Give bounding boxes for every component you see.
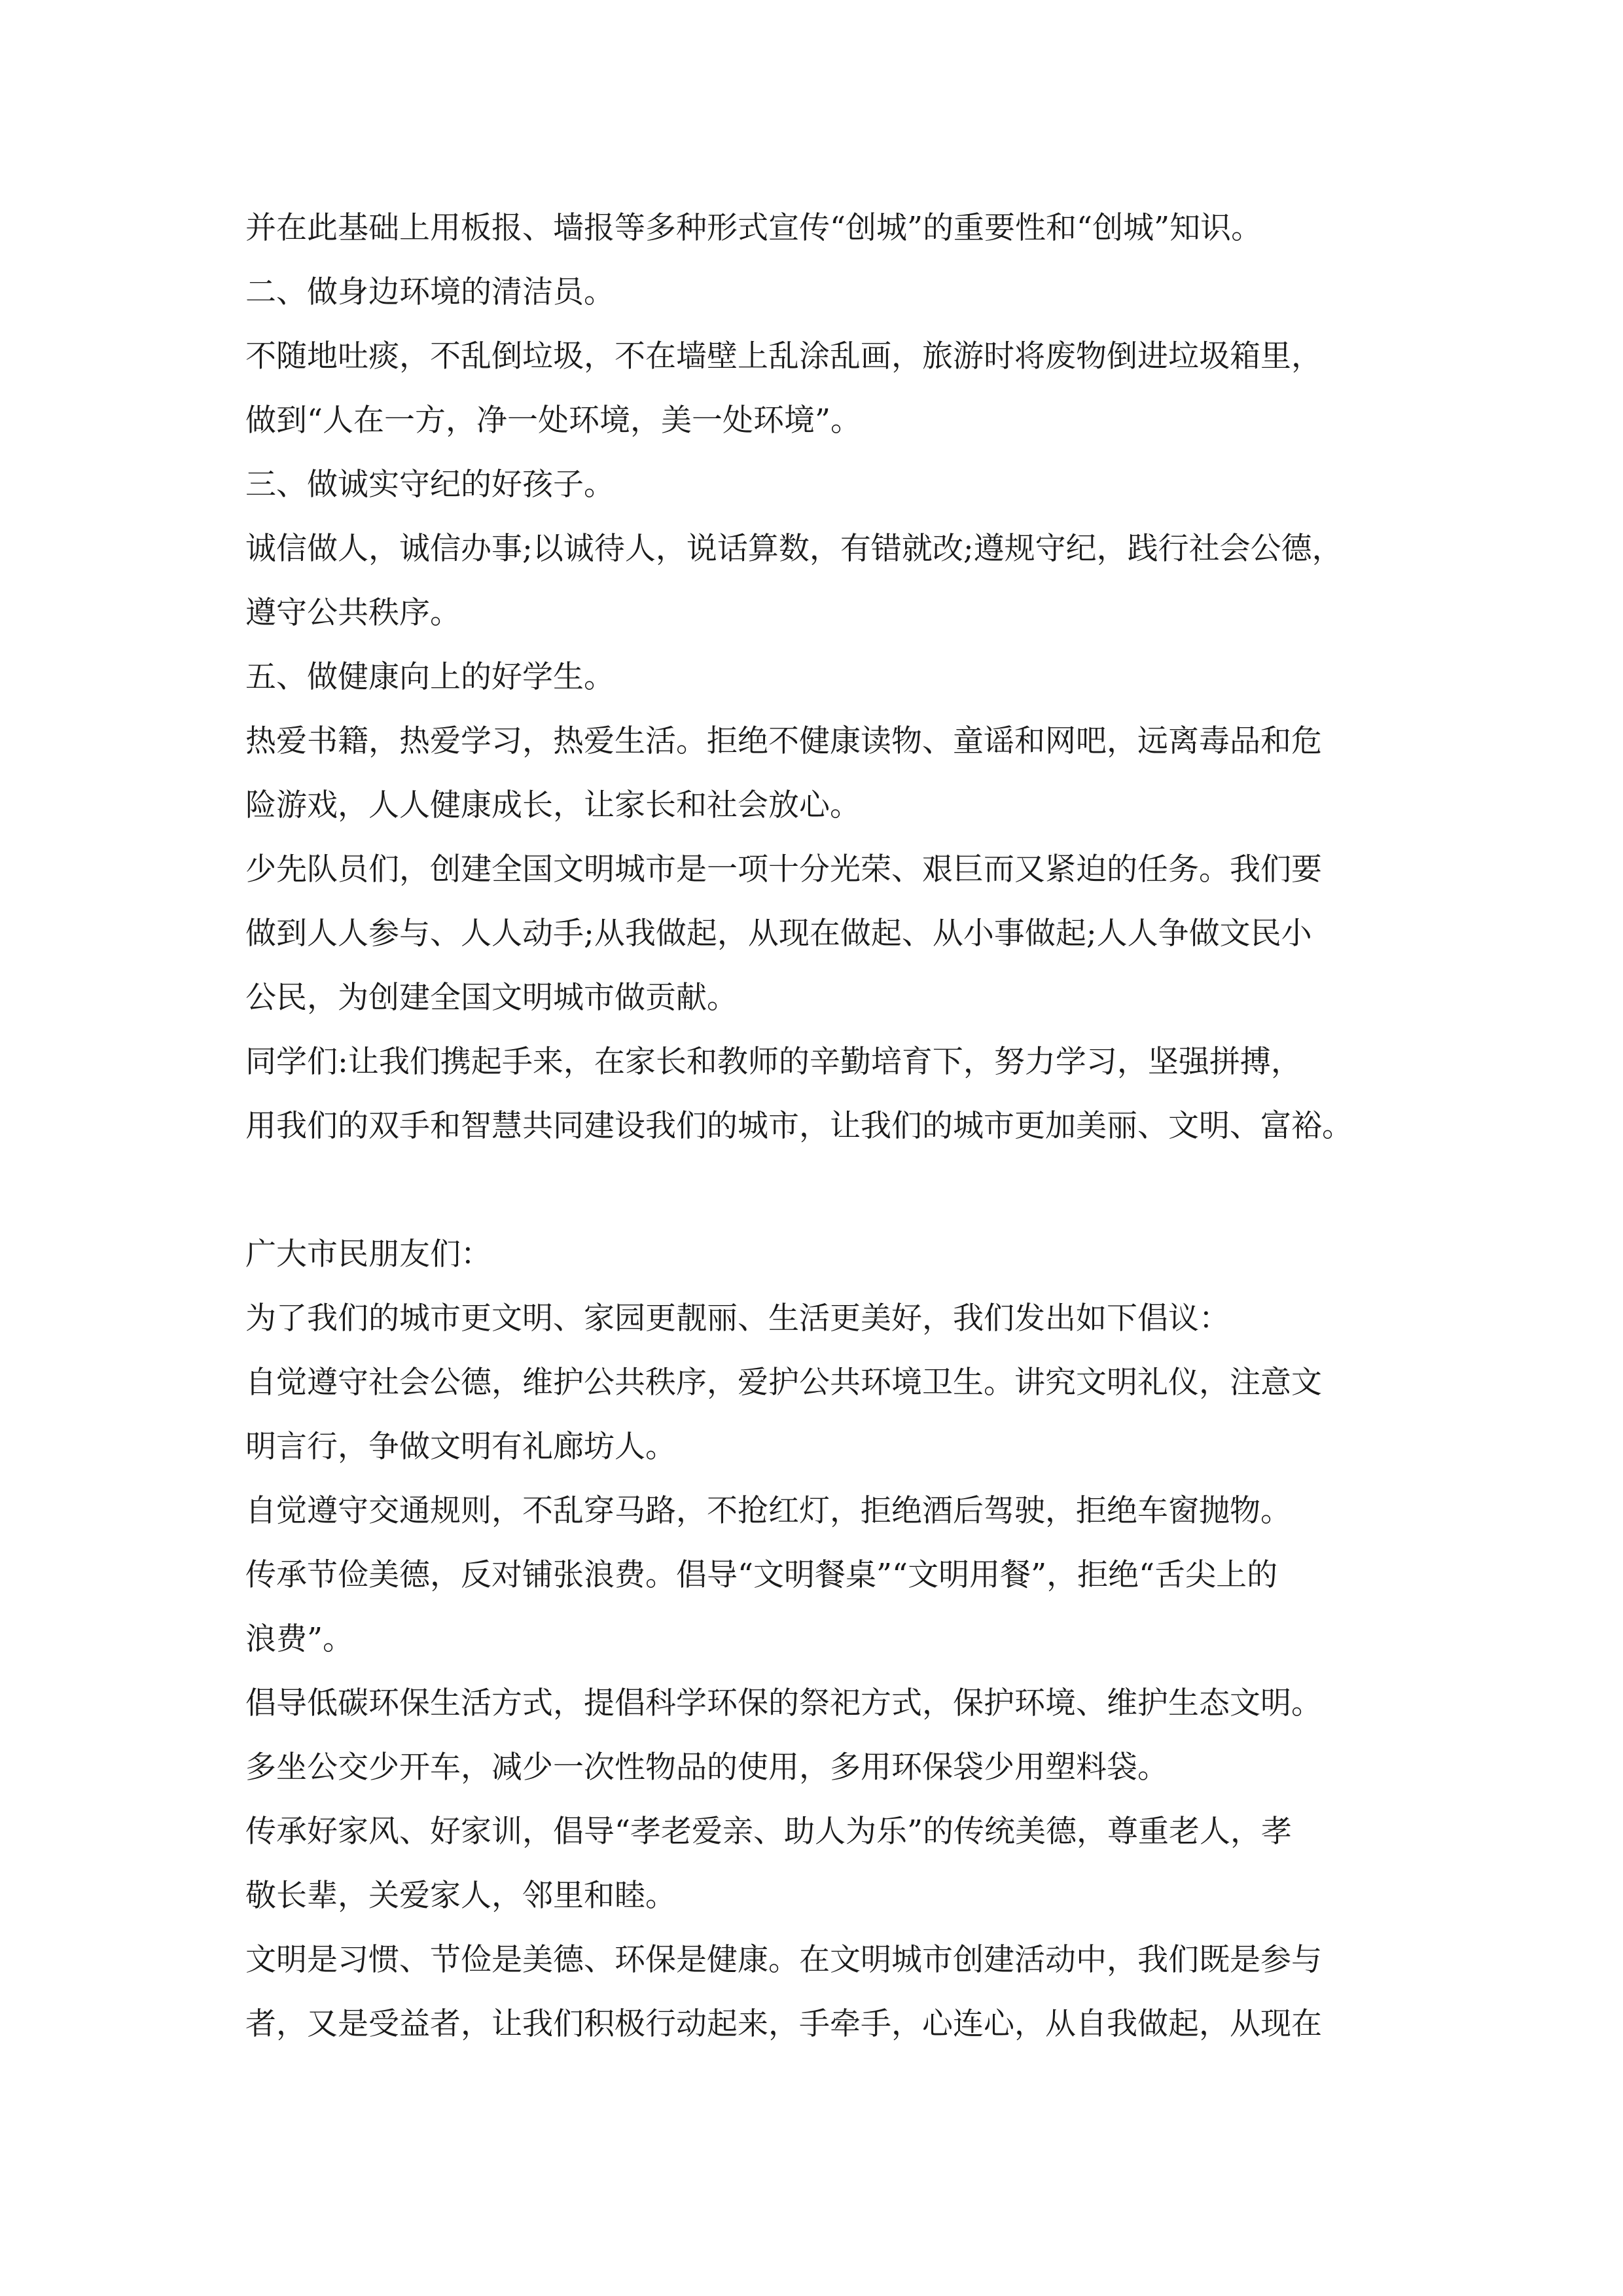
text-line: 传承节俭美德，反对铺张浪费。倡导“文明餐桌”“文明用餐”，拒绝“舌尖上的 <box>245 1557 1278 1593</box>
text-line: 浪费”。 <box>245 1621 354 1657</box>
text-line: 自觉遵守社会公德，维护公共秩序，爱护公共环境卫生。讲究文明礼仪，注意文 <box>245 1365 1322 1401</box>
paragraph-gap <box>245 1158 1384 1223</box>
text-line: 少先队员们，创建全国文明城市是一项十分光荣、艰巨而又紧迫的任务。我们要 <box>245 852 1322 888</box>
text-line: 倡导低碳环保生活方式，提倡科学环保的祭祀方式，保护环境、维护生态文明。 <box>245 1685 1322 1721</box>
text-line: 敬长辈，关爱家人，邻里和睦。 <box>245 1878 676 1914</box>
text-line: 不随地吐痰，不乱倒垃圾，不在墙壁上乱涂乱画，旅游时将废物倒进垃圾箱里， <box>245 338 1322 374</box>
text-line: 热爱书籍，热爱学习，热爱生活。拒绝不健康读物、童谣和网吧，远离毒品和危 <box>245 723 1322 759</box>
text-line: 做到“人在一方，净一处环境，美一处环境”。 <box>245 403 862 439</box>
section-heading: 五、做健康向上的好学生。 <box>245 659 615 695</box>
text-line: 明言行，争做文明有礼廊坊人。 <box>245 1429 676 1465</box>
text-line: 文明是习惯、节俭是美德、环保是健康。在文明城市创建活动中，我们既是参与 <box>245 1942 1322 1978</box>
text-line: 险游戏，人人健康成长，让家长和社会放心。 <box>245 787 861 823</box>
text-line: 同学们:让我们携起手来，在家长和教师的辛勤培育下，努力学习，坚强拼搏， <box>245 1044 1302 1080</box>
text-line: 为了我们的城市更文明、家园更靓丽、生活更美好，我们发出如下倡议： <box>245 1300 1230 1336</box>
section-heading: 三、做诚实守纪的好孩子。 <box>245 467 615 503</box>
text-line: 多坐公交少开车，减少一次性物品的使用，多用环保袋少用塑料袋。 <box>245 1749 1168 1785</box>
document-body <box>245 196 1384 2056</box>
text-line: 公民，为创建全国文明城市做贡献。 <box>245 980 738 1016</box>
text-line: 传承好家风、好家训，倡导“孝老爱亲、助人为乐”的传统美德，尊重老人，孝 <box>245 1814 1293 1850</box>
text-line: 用我们的双手和智慧共同建设我们的城市，让我们的城市更加美丽、文明、富裕。 <box>245 1108 1353 1144</box>
salutation: 广大市民朋友们： <box>245 1236 491 1272</box>
text-line: 做到人人参与、人人动手;从我做起，从现在做起、从小事做起;人人争做文民小 <box>245 916 1312 952</box>
text-line: 并在此基础上用板报、墙报等多种形式宣传“创城”的重要性和“创城”知识。 <box>245 210 1262 246</box>
text-line: 者，又是受益者，让我们积极行动起来，手牵手，心连心，从自我做起，从现在 <box>245 2006 1322 2042</box>
text-line: 自觉遵守交通规则，不乱穿马路，不抢红灯，拒绝酒后驾驶，拒绝车窗抛物。 <box>245 1493 1291 1529</box>
text-line: 诚信做人，诚信办事;以诚待人，说话算数，有错就改;遵规守纪，践行社会公德， <box>245 531 1343 567</box>
text-line: 遵守公共秩序。 <box>245 595 461 631</box>
section-heading: 二、做身边环境的清洁员。 <box>245 274 615 310</box>
